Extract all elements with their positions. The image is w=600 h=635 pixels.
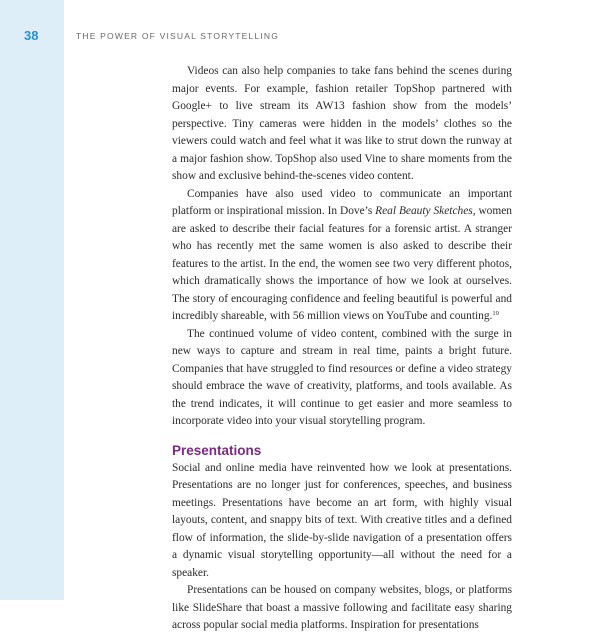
paragraph-2-text-start: Companies have also used video to communicate an important platform or inspirational mission. In Dove’s [172,187,512,217]
running-head: THE POWER OF VISUAL STORYTELLING [76,31,280,41]
paragraph-2 [172,186,512,326]
body-text [172,63,512,635]
footnote-marker: 19 [492,310,499,317]
paragraph-5: Presentations can be housed on company websites, blogs, or platforms like SlideShare that boast a massive following and facilitate easy sharing across popular social media platforms. Inspiration for presentations [172,584,512,631]
italic-title-real-beauty-sketches: Real Beauty Sketches [375,205,473,217]
page-number: 38 [24,28,39,43]
paragraph-2-text-end: , women are asked to describe their facial features for a forensic artist. A stranger who has recently met the same women is also asked to describe their features to the artist. In the end, the women see two very different photos, which dramatically shows the importance of how we look at ourselves. The story of encouraging confidence and feeling beautiful is powerful and incredibly shareable, with 56 million views on YouTube and counting. [172,205,512,322]
side-margin-strip [0,0,64,600]
section-heading-presentations: Presentations [172,442,262,458]
paragraph-4: Social and online media have reinvented how we look at presentations. Presentations are no longer just for conferences, speeches, and business meetings. Presentations have become an art form, with highly visual layouts, content, and snappy bits of text. With creative titles and a defined flow of information, the slide-by-slide navigation of a presentation offers a dynamic visual storytelling opportunity—all without the need for a speaker. [172,461,512,579]
paragraph-1: Videos can also help companies to take fans behind the scenes during major events. For example, fashion retailer TopShop partnered with Google+ to live stream its AW13 fashion show from the models’ perspective. Tiny cameras were hidden in the models’ clothes so the viewers could watch and feel what it was like to strut down the runway at a major fashion show. TopShop also used Vine to share moments from the show and exclusive behind-the-scenes video content. [172,65,512,182]
paragraph-3: The continued volume of video content, combined with the surge in new ways to capture and stream in real time, paints a bright future. Companies that have struggled to find resources or define a video strategy should embrace the wave of creativity, platforms, and tools available. As the trend indicates, it will continue to get easier and more seamless to incorporate video into your visual storytelling program. [172,327,512,427]
